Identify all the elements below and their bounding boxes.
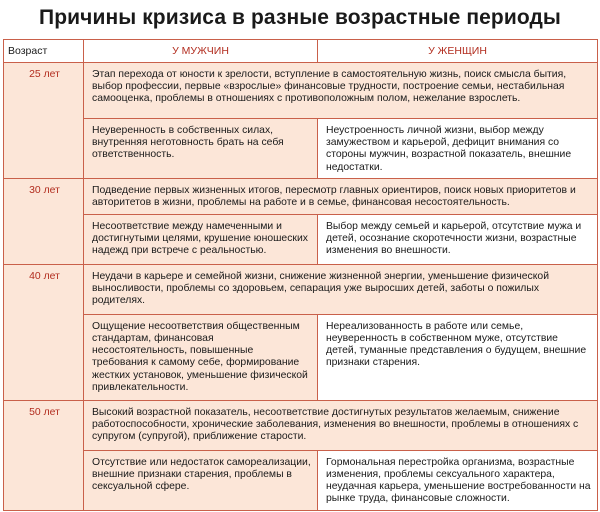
- age-cell: 30 лет: [4, 178, 84, 264]
- common-cause-cell: Этап перехода от юности к зрелости, вступление в самостоятельную жизнь, поиск смысла бытия, выбор профессии, первые «взрослые» финансовые трудности, построение семьи, нестабильная самооценка, проблемы в отношениях с противоположным полом, нежелание взрослеть.: [84, 63, 598, 119]
- header-age: Возраст: [4, 40, 84, 63]
- table-row: [4, 119, 598, 179]
- age-cell: 40 лет: [4, 264, 84, 400]
- men-cause-cell: Ощущение несоответствия общественным стандартам, финансовая несостоятельность, повышенные требования к самому себе, формирование жестких установок, уменьшение физической привлекательности.: [84, 314, 318, 400]
- table-row: [4, 264, 598, 314]
- common-cause-cell: Высокий возрастной показатель, несоответствие достигнутых результатов желаемым, снижение работоспособности, хронические заболевания, изменения во внешности, проблемы в отношениях с супругом (супругой), приближение старости.: [84, 400, 598, 450]
- men-cause-cell: Отсутствие или недостаток самореализации, внешние признаки старения, проблемы в сексуальной сфере.: [84, 450, 318, 510]
- crisis-table: [3, 39, 598, 511]
- page-title: Причины кризиса в разные возрастные периоды: [39, 6, 561, 29]
- header-men: У МУЖЧИН: [84, 40, 318, 63]
- women-cause-cell: Выбор между семьей и карьерой, отсутствие мужа и детей, осознание скоротечности жизни, возрастные изменения во внешности.: [318, 214, 598, 264]
- table-row: [4, 314, 598, 400]
- table-row: [4, 63, 598, 119]
- women-cause-cell: Неустроенность личной жизни, выбор между замужеством и карьерой, дефицит внимания со стороны мужчин, возрастной показатель, внешние недостатки.: [318, 119, 598, 179]
- table-row: [4, 178, 598, 214]
- table-row: [4, 450, 598, 510]
- common-cause-cell: Неудачи в карьере и семейной жизни, снижение жизненной энергии, уменьшение физической выносливости, проблемы со здоровьем, сепарация уже выросших детей, заботы о пожилых родителях.: [84, 264, 598, 314]
- age-cell: 50 лет: [4, 400, 84, 510]
- table-row: [4, 214, 598, 264]
- table-row: [4, 400, 598, 450]
- age-cell: 25 лет: [4, 63, 84, 179]
- women-cause-cell: Нереализованность в работе или семье, неуверенность в собственном муже, отсутствие детей, туманные представления о будущем, внешние признаки старения.: [318, 314, 598, 400]
- common-cause-cell: Подведение первых жизненных итогов, пересмотр главных ориентиров, поиск новых приоритетов и авторитетов в жизни, проблемы на работе и в семье, финансовая несостоятельность.: [84, 178, 598, 214]
- men-cause-cell: Несоответствие между намеченными и достигнутыми целями, крушение юношеских надежд при встрече с реальностью.: [84, 214, 318, 264]
- header-women: У ЖЕНЩИН: [318, 40, 598, 63]
- men-cause-cell: Неуверенность в собственных силах, внутренняя неготовность брать на себя ответственность.: [84, 119, 318, 179]
- women-cause-cell: Гормональная перестройка организма, возрастные изменения, проблемы сексуального характера, неудачная карьера, уменьшение востребованности на рынке труда, финансовые сложности.: [318, 450, 598, 510]
- table-header-row: [4, 40, 598, 63]
